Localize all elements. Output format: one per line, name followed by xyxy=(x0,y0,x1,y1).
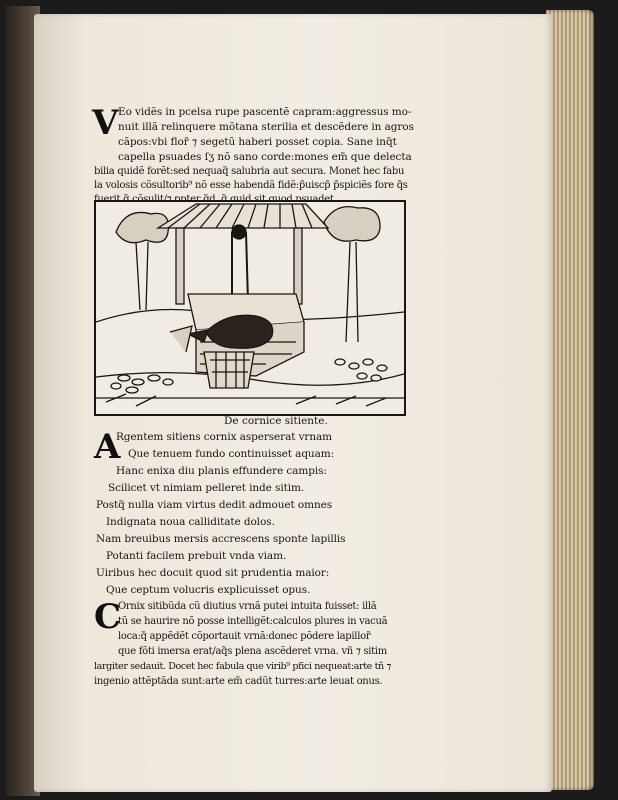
intro-line: bilia quidẽ forẽt:sed nequaq̃ salubria aut secura. Monet hec fabu xyxy=(94,166,405,177)
verse-line: Hanc enixa diu planis effundere campis: xyxy=(116,465,327,477)
verse-line: Que tenuem fundo continuisset aquam: xyxy=(128,448,335,460)
moral-line: Ornix sitibũda cũ diutius vrnã putei intuita fuisset: illã xyxy=(118,601,377,612)
moral-line: loca:q̃ appẽdẽt cõportauit vrnã:donec põdere lapillor̃ xyxy=(118,631,371,642)
verse-line: Uiribus hec docuit quod sit prudentia maior: xyxy=(96,567,330,579)
intro-line: capella psuades ſʒ nõ sano corde:mones em̃ que delecta xyxy=(118,151,412,163)
moral-line: que fõti imersa erat/aq̃s plena ascẽderet vrna. vñ ⁊ sitim xyxy=(118,646,387,657)
fable-title: De cornice sitiente. xyxy=(224,415,328,427)
initial-a: A xyxy=(94,427,121,467)
crow-at-well-woodcut xyxy=(96,202,404,414)
initial-c: C xyxy=(94,597,122,637)
moral-line: tũ se haurire nõ posse intelligẽt:calculos plures in vacuã xyxy=(118,616,388,627)
intro-line: nuit illã relinquere mõtana sterilia et descẽdere in agros xyxy=(118,121,414,133)
woodcut-illustration xyxy=(94,200,406,416)
intro-line: Eo vidẽs in pcelsa rupe pascentẽ capram:aggressus mo- xyxy=(118,106,412,118)
verse-line: Potanti facilem prebuit vnda viam. xyxy=(106,550,287,562)
verse-line: Rgentem sitiens cornix asperserat vrnam xyxy=(116,431,333,443)
intro-line: la volosis cõsultorib⁹ nõ esse habendã fidẽ:p̃uiscp̃ p̃spiciẽs fore q̃s xyxy=(94,180,408,191)
verse-line: Postq̃ nulla viam virtus dedit admouet omnes xyxy=(96,499,333,511)
verse-line: Nam breuibus mersis accrescens sponte lapillis xyxy=(96,533,346,545)
verse-line: Scilicet vt nimiam pelleret inde sitim. xyxy=(108,482,305,494)
initial-v: V xyxy=(92,103,119,143)
intro-line: cãpos:vbi flor̃ ⁊ segetũ haberi posset copia. Sane inq̃t xyxy=(118,136,397,148)
verse-line: Que ceptum volucris explicuisset opus. xyxy=(106,584,311,596)
page-edges xyxy=(546,10,594,790)
moral-line: ingenio attẽptãda sunt:arte em̃ cadũt turres:arte leuat onus. xyxy=(94,676,383,687)
verse-line: Indignata noua calliditate dolos. xyxy=(106,516,275,528)
moral-line: largiter sedauit. Docet hec fabula que virib⁹ pfici nequeat:arte tñ ⁊ xyxy=(94,661,391,672)
